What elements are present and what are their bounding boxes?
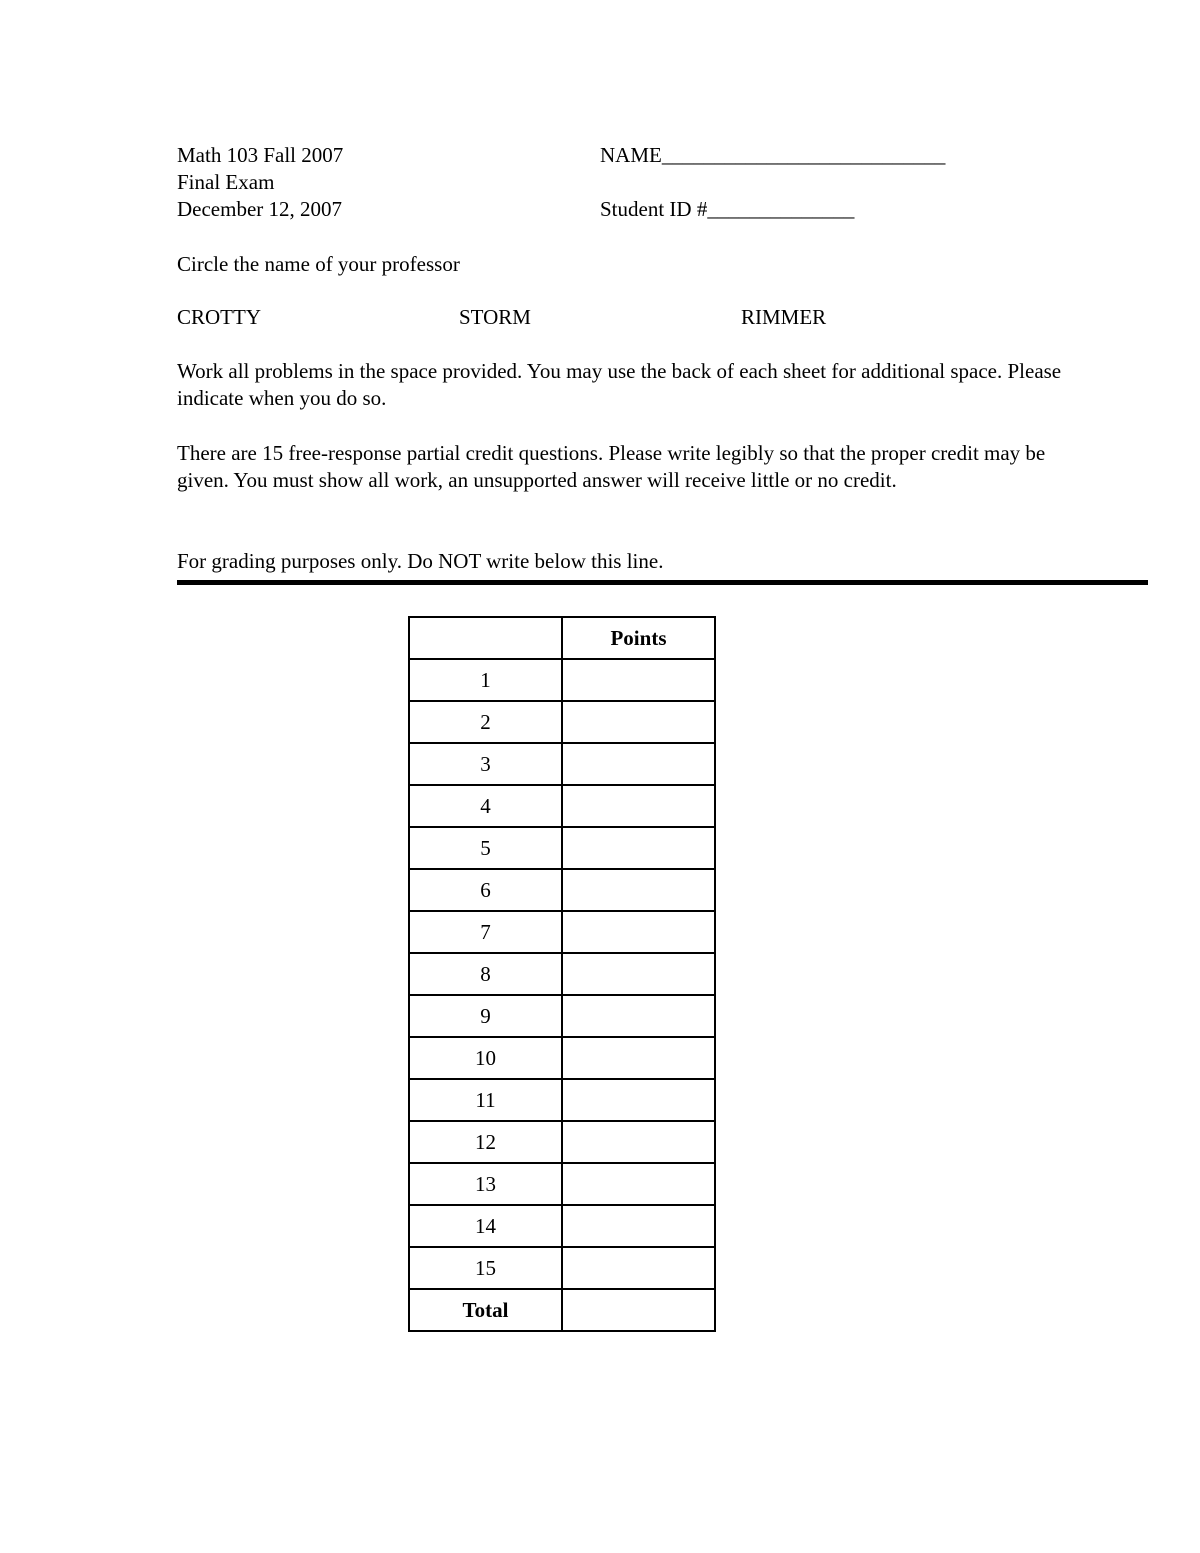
- table-row: [409, 1121, 715, 1163]
- table-row: [409, 1037, 715, 1079]
- table-row: [409, 953, 715, 995]
- work-instructions: Work all problems in the space provided. You may use the back of each sheet for additional space. Please indicate when you do so.: [177, 359, 1062, 410]
- table-row: [409, 743, 715, 785]
- name-field[interactable]: NAME___________________________: [600, 143, 946, 167]
- points-cell[interactable]: [562, 659, 715, 701]
- table-row: [409, 1163, 715, 1205]
- table-row: [409, 869, 715, 911]
- table-row: [409, 785, 715, 827]
- question-number: 1: [409, 659, 562, 701]
- professor-option-crotty[interactable]: CROTTY: [177, 305, 261, 329]
- question-number: 5: [409, 827, 562, 869]
- table-row: [409, 1205, 715, 1247]
- question-number: 9: [409, 995, 562, 1037]
- points-cell[interactable]: [562, 1247, 715, 1289]
- points-cell[interactable]: [562, 1079, 715, 1121]
- points-cell[interactable]: [562, 743, 715, 785]
- points-cell[interactable]: [562, 827, 715, 869]
- professor-instruction: Circle the name of your professor: [177, 252, 460, 276]
- grading-notice: For grading purposes only. Do NOT write below this line.: [177, 549, 664, 573]
- total-label: Total: [409, 1289, 562, 1331]
- grading-divider: [177, 580, 1148, 585]
- points-cell[interactable]: [562, 701, 715, 743]
- question-number: 12: [409, 1121, 562, 1163]
- table-header-row: [409, 617, 715, 659]
- question-number: 2: [409, 701, 562, 743]
- total-points-cell[interactable]: [562, 1289, 715, 1331]
- points-cell[interactable]: [562, 1205, 715, 1247]
- grading-table: [408, 616, 716, 1332]
- question-number: 8: [409, 953, 562, 995]
- credit-instructions: There are 15 free-response partial credit questions. Please write legibly so that the proper credit may be given. You must show all work, an unsupported answer will receive little or no credit.: [177, 441, 1046, 492]
- professor-option-rimmer[interactable]: RIMMER: [741, 305, 827, 329]
- question-number: 14: [409, 1205, 562, 1247]
- table-row: [409, 1079, 715, 1121]
- exam-title: Final Exam: [177, 170, 275, 194]
- course-title: Math 103 Fall 2007: [177, 143, 344, 167]
- question-number: 10: [409, 1037, 562, 1079]
- points-cell[interactable]: [562, 953, 715, 995]
- question-number: 15: [409, 1247, 562, 1289]
- table-row: [409, 701, 715, 743]
- table-row: [409, 1247, 715, 1289]
- table-row: [409, 827, 715, 869]
- points-cell[interactable]: [562, 869, 715, 911]
- table-row: [409, 659, 715, 701]
- points-cell[interactable]: [562, 785, 715, 827]
- table-row: [409, 911, 715, 953]
- question-column-header: [409, 617, 562, 659]
- points-cell[interactable]: [562, 995, 715, 1037]
- question-number: 13: [409, 1163, 562, 1205]
- points-cell[interactable]: [562, 1037, 715, 1079]
- exam-date: December 12, 2007: [177, 197, 343, 221]
- points-cell[interactable]: [562, 1163, 715, 1205]
- points-cell[interactable]: [562, 1121, 715, 1163]
- question-number: 11: [409, 1079, 562, 1121]
- points-cell[interactable]: [562, 911, 715, 953]
- professor-option-storm[interactable]: STORM: [459, 305, 531, 329]
- total-row: [409, 1289, 715, 1331]
- question-number: 3: [409, 743, 562, 785]
- student-id-field[interactable]: Student ID #______________: [600, 197, 855, 221]
- question-number: 6: [409, 869, 562, 911]
- question-number: 7: [409, 911, 562, 953]
- question-number: 4: [409, 785, 562, 827]
- table-row: [409, 995, 715, 1037]
- points-column-header: Points: [562, 617, 715, 659]
